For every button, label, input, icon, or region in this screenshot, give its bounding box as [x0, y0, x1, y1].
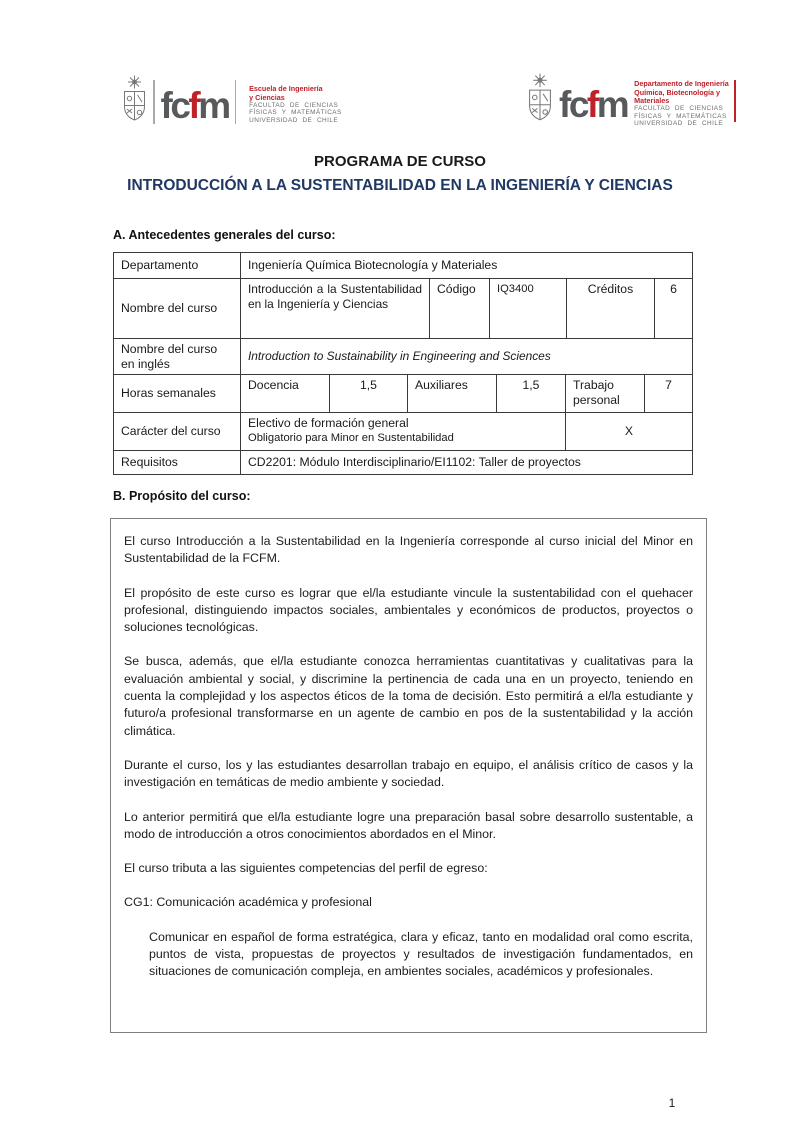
faculty-name-line: FÍSICAS Y MATEMÁTICAS: [634, 112, 727, 120]
auxiliares-label: Auxiliares: [407, 375, 496, 412]
docencia-label: Docencia: [240, 375, 329, 412]
faculty-name-line: FÍSICAS Y MATEMÁTICAS: [249, 109, 342, 117]
wordmark-m: m: [198, 85, 229, 126]
horas-label: Horas semanales: [121, 386, 216, 401]
nombre-curso-label: Nombre del curso: [121, 301, 218, 316]
logo-text-block: [249, 85, 342, 124]
page-number: 1: [668, 1096, 676, 1110]
purpose-box: [110, 518, 707, 1033]
requisitos-label: Requisitos: [121, 455, 178, 470]
nombre-curso-value: Introducción a la Sustentabilidad en la Ingeniería y Ciencias: [240, 279, 429, 338]
caracter-line1: Electivo de formación general: [248, 416, 409, 430]
faculty-name-line: FACULTAD DE CIENCIAS: [249, 101, 339, 109]
faculty-name-line: UNIVERSIDAD DE CHILE: [634, 120, 724, 128]
creditos-label: Créditos: [566, 279, 654, 338]
purpose-paragraph: Lo anterior permitirá que el/la estudiante logre una preparación basal sobre desarrollo sustentable, a modo de introducción a otros conocimientos abordados en el Minor.: [124, 809, 693, 841]
creditos-value: 6: [654, 279, 692, 338]
logo-red-bar: [734, 80, 737, 122]
table-row-caracter: [114, 412, 692, 450]
purpose-paragraph: CG1: Comunicación académica y profesional: [124, 895, 372, 910]
purpose-paragraph: El curso tributa a las siguientes competencias del perfil de egreso:: [124, 861, 488, 876]
school-name-line: y Ciencias: [249, 92, 285, 102]
department-name-line: Química, Biotecnología y: [634, 87, 721, 97]
wordmark-m: m: [596, 84, 628, 125]
caracter-value: [240, 413, 565, 450]
wordmark-fc: fc: [160, 85, 189, 126]
table-row-horas: [114, 374, 692, 412]
header-logo-left: [122, 76, 342, 128]
table-row-nombre-ingles: [114, 338, 692, 374]
caracter-mark: X: [565, 413, 692, 450]
purpose-paragraph: El propósito de este curso es lograr que el/la estudiante vincule la sustentabilidad con el quehacer profesional, distinguiendo impactos sociales, ambientales y económicos de productos, proyectos o soluciones tecnológicas.: [124, 585, 693, 635]
departamento-label: Departamento: [121, 258, 199, 273]
general-info-table: [113, 252, 693, 475]
trabajo-personal-label: Trabajo personal: [565, 375, 644, 412]
doc-title: PROGRAMA DE CURSO: [314, 153, 486, 170]
wordmark-f-red: f: [188, 85, 199, 126]
purpose-paragraph: Durante el curso, los y las estudiantes desarrollan trabajo en equipo, el análisis crítico de casos y la investigación en temáticas de medio ambiente y sociedad.: [124, 757, 693, 790]
caracter-label: Carácter del curso: [121, 424, 221, 439]
purpose-paragraph: Se busca, además, que el/la estudiante conozca herramientas cuantitativas y cualitativas para la evaluación ambiental y social, y discrimine la pertinencia de cada una en un proyecto, teniendo en cuenta la complejidad y los aspectos éticos de la toma de decisión. Esto permitirá a el/la estudiante y futuro/a profesional transformarse en un agente de cambio en pos de la sustentabilidad y la acción climática.: [124, 654, 693, 738]
uchile-crest-icon: [122, 75, 147, 130]
wordmark-f-red: f: [586, 84, 597, 125]
school-name-line: Escuela de Ingeniería: [249, 84, 323, 94]
department-name-line: Materiales: [634, 95, 670, 105]
caracter-line2: Obligatorio para Minor en Sustentabilidad: [248, 431, 454, 444]
uchile-crest-icon: [527, 73, 553, 130]
nombre-ingles-value: Introduction to Sustainability in Engineering and Sciences: [240, 339, 692, 374]
section-b-heading: B. Propósito del curso:: [113, 489, 251, 503]
fcfm-wordmark: [559, 84, 628, 125]
competency-description-paragraph: Comunicar en español de forma estratégica, clara y eficaz, tanto en modalidad oral como escrita, puntos de vista, propuestas de proyectos y resultados de investigación fundamentados, en situaciones de comunicación compleja, en ambientes sociales, académicos y profesionales.: [149, 929, 693, 979]
faculty-name-line: UNIVERSIDAD DE CHILE: [249, 117, 339, 124]
codigo-label: Código: [429, 279, 489, 338]
purpose-paragraph: El curso Introducción a la Sustentabilidad en la Ingeniería corresponde al curso inicial del Minor en Sustentabilidad de la FCFM.: [124, 534, 693, 566]
departamento-value: Ingeniería Química Biotecnología y Materiales: [240, 253, 692, 278]
department-name-line: Departamento de Ingeniería: [634, 79, 729, 89]
faculty-name-line: FACULTAD DE CIENCIAS: [634, 104, 724, 112]
logo-divider: [153, 80, 155, 124]
table-row-departamento: [114, 253, 692, 278]
nombre-ingles-label: Nombre del curso en inglés: [121, 342, 218, 371]
doc-subtitle: INTRODUCCIÓN A LA SUSTENTABILIDAD EN LA INGENIERÍA Y CIENCIAS: [127, 177, 673, 194]
section-a-heading: A. Antecedentes generales del curso:: [113, 228, 336, 242]
docencia-value: 1,5: [329, 375, 407, 412]
wordmark-fc: fc: [559, 84, 587, 125]
codigo-value: IQ3400: [489, 279, 566, 338]
logo-divider: [235, 80, 237, 124]
auxiliares-value: 1,5: [496, 375, 565, 412]
table-row-requisitos: [114, 450, 692, 474]
trabajo-personal-value: 7: [644, 375, 692, 412]
table-row-nombre-curso: [114, 278, 692, 338]
logo-text-block: [634, 80, 729, 127]
fcfm-wordmark: [160, 85, 229, 126]
header-logo-right: [527, 74, 736, 128]
requisitos-value: CD2201: Módulo Interdisciplinario/EI1102: Taller de proyectos: [240, 451, 692, 474]
